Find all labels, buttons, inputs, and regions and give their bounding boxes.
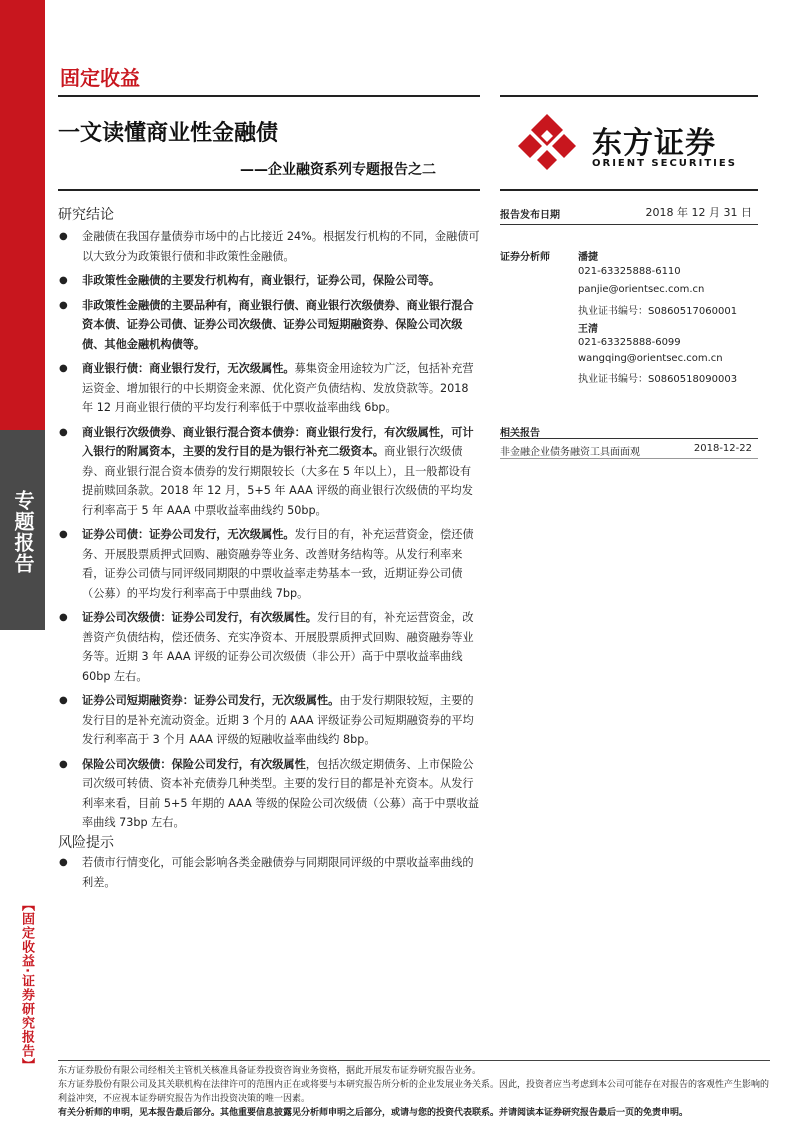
bullet-bold-text: 证券公司短期融资券：证券公司发行，无次级属性。 [82,694,340,707]
related-report-title[interactable]: 非金融企业债务融资工具面面观 [500,447,640,458]
bullet-dot-icon: ● [59,299,68,311]
conclusion-list [58,227,480,838]
bullet-bold-text: 商业银行次级债券、商业银行混合资本债券：商业银行发行，有次级属性，可计入银行的附属资本，主要的发行目的是为银行补充二级资本。 [82,425,474,458]
conclusion-item [58,525,480,603]
conclusion-item [58,227,480,266]
bullet-dot-icon: ● [59,426,68,438]
title-rule-right [500,189,758,191]
category-label: 固定收益 [60,66,140,90]
logo-name: 东方证券 [592,126,716,161]
analyst-phone: 021-63325888-6099 [578,337,681,348]
related-report-date: 2018-12-22 [693,443,752,454]
bullet-dot-icon: ● [59,275,68,286]
logo-mark-icon [512,112,582,172]
bullet-bold-text: 证券公司债：证券公司发行，无次级属性。 [82,528,295,541]
side-band-label: 专题报告 [11,490,35,574]
bullet-dot-icon: ● [59,363,68,374]
footer-disclaimer: 有关分析师的申明，见本报告最后部分。其他重要信息披露见分析师申明之后部分，或请与您的投资代表联系。并请阅读本证券研究报告最后一页的免责申明。 [58,1108,689,1118]
logo-english: ORIENT SECURITIES [592,158,737,169]
bullet-dot-icon: ● [59,758,68,770]
footer-line: 东方证券股份有限公司及其关联机构在法律许可的范围内正在或将要与本研究报告所分析的企业发展业务关系。因此，投资者应当考虑到本公司可能存在对报告的客观性产生影响的利益冲突，不应视本证券研究报告为作出投资决策的唯一因素。 [58,1080,770,1104]
analyst-name: 王清 [578,324,598,335]
bullet-text: 募集资金用途较为广泛，包括补充营运资金、增加银行的中长期资金来源、优化资产负债结构、发放贷款等。2018 年 12 月商业银行债的平均发行利率低于中票收益率曲线 6bp。 [82,362,474,414]
date-rule [500,224,758,225]
conclusion-item [58,755,480,833]
conclusion-heading: 研究结论 [58,207,114,223]
bullet-dot-icon: ● [59,857,68,868]
conclusion-item [58,423,480,521]
footer-line: 东方证券股份有限公司经相关主管机关核准具备证券投资咨询业务资格，据此开展发布证券研究报告业务。 [58,1066,482,1076]
report-date-label: 报告发布日期 [500,210,560,221]
bullet-bold-text: 保险公司次级债：保险公司发行，有次级属性 [82,757,306,771]
side-vertical-label: 【固定收益·证券研究报告】 [19,898,34,1072]
bullet-dot-icon: ● [59,695,68,706]
bullet-dot-icon: ● [59,529,68,540]
analyst-name: 潘捷 [578,252,598,263]
page-subtitle: ——企业融资系列专题报告之二 [240,162,436,178]
conclusion-item [58,691,480,750]
conclusion-item [58,608,480,686]
bullet-bold-text: 证券公司次级债：证券公司发行，有次级属性。 [82,611,317,624]
side-band-red [0,0,45,430]
related-heading: 相关报告 [500,428,540,439]
header-rule-left [58,95,480,97]
related-rule-bottom [500,458,758,459]
risk-list [58,853,480,892]
analyst-email[interactable]: wangqing@orientsec.com.cn [578,353,723,364]
analyst-cert: 执业证书编号：S0860517060001 [578,306,738,317]
related-rule-top [500,438,758,439]
analyst-phone: 021-63325888-6110 [578,266,681,277]
conclusion-item [58,296,480,355]
report-date-value: 2018 年 12 月 31 日 [645,206,752,219]
bullet-text: 发行目的有，补充运营资金，改善资产负债结构，偿还债务、充实净资本、开展股票质押式回购、融资融券等业务等。近期 3 年 AAA 评级的证券公司次级债（非公开）高于中票收益率曲线 60bp 左右。 [82,611,474,683]
bullet-text: 商业银行次级债券、商业银行混合资本债券的发行期限较长（大多在 5 年以上），且一般都设有提前赎回条款。2018 年 12 月，5+5 年 AAA 评级的商业银行次级债的平均发行利率高于 5 年 AAA 中票收益率曲线约 50bp。 [82,445,473,517]
analyst-email[interactable]: panjie@orientsec.com.cn [578,284,705,295]
risk-heading: 风险提示 [58,835,114,851]
bullet-bold-text: 商业银行债：商业银行发行，无次级属性。 [82,362,295,375]
bullet-bold-text: 非政策性金融债的主要发行机构有，商业银行，证券公司，保险公司等。 [82,274,441,287]
page-title: 一文读懂商业性金融债 [58,121,279,146]
bullet-text: 由于发行期限较短，主要的发行目的是补充流动资金。近期 3 个月的 AAA 评级证券公司短期融资券的平均发行利率高于 3 个月 AAA 评级的短融收益率曲线约 8bp。 [82,694,474,746]
conclusion-item [58,271,480,291]
bullet-dot-icon: ● [59,612,68,623]
bullet-bold-text: 非政策性金融债的主要品种有，商业银行债、商业银行次级债券、商业银行混合资本债、证券公司债、证券公司次级债、证券公司短期融资券、保险公司次级债、其他金融机构债等。 [82,298,474,351]
risk-item [58,853,480,892]
conclusion-item [58,359,480,418]
analyst-cert: 执业证书编号：S0860518090003 [578,374,738,385]
bullet-text: 金融债在我国存量债券市场中的占比接近 24%。根据发行机构的不同，金融债可以大致分为政策银行债和非政策性金融债。 [82,230,480,263]
bullet-text: 发行目的有，补充运营资金，偿还债务、开展股票质押式回购、融资融券等业务、改善财务结构等。从发行利率来看，证券公司债与同评级同期限的中票收益率走势基本一致，近期证券公司债（公募）的平均发行利率高于中票曲线 7bp。 [82,528,474,600]
title-rule-left [58,189,480,191]
bullet-text: ，包括次级定期债务、上市保险公司次级可转债、资本补充债券几种类型。主要的发行目的都是补充资本。从发行利率来看，目前 5+5 年期的 AAA 等级的保险公司次级债（公募）高于中票收益率曲线 73bp 左右。 [82,757,480,829]
header-rule-right [500,95,758,97]
risk-text: 若债市行情变化，可能会影响各类金融债券与同期限同评级的中票收益率曲线的利差。 [82,856,474,889]
bullet-dot-icon: ● [59,231,68,242]
footer-rule [58,1060,770,1061]
analyst-label: 证券分析师 [500,252,550,263]
